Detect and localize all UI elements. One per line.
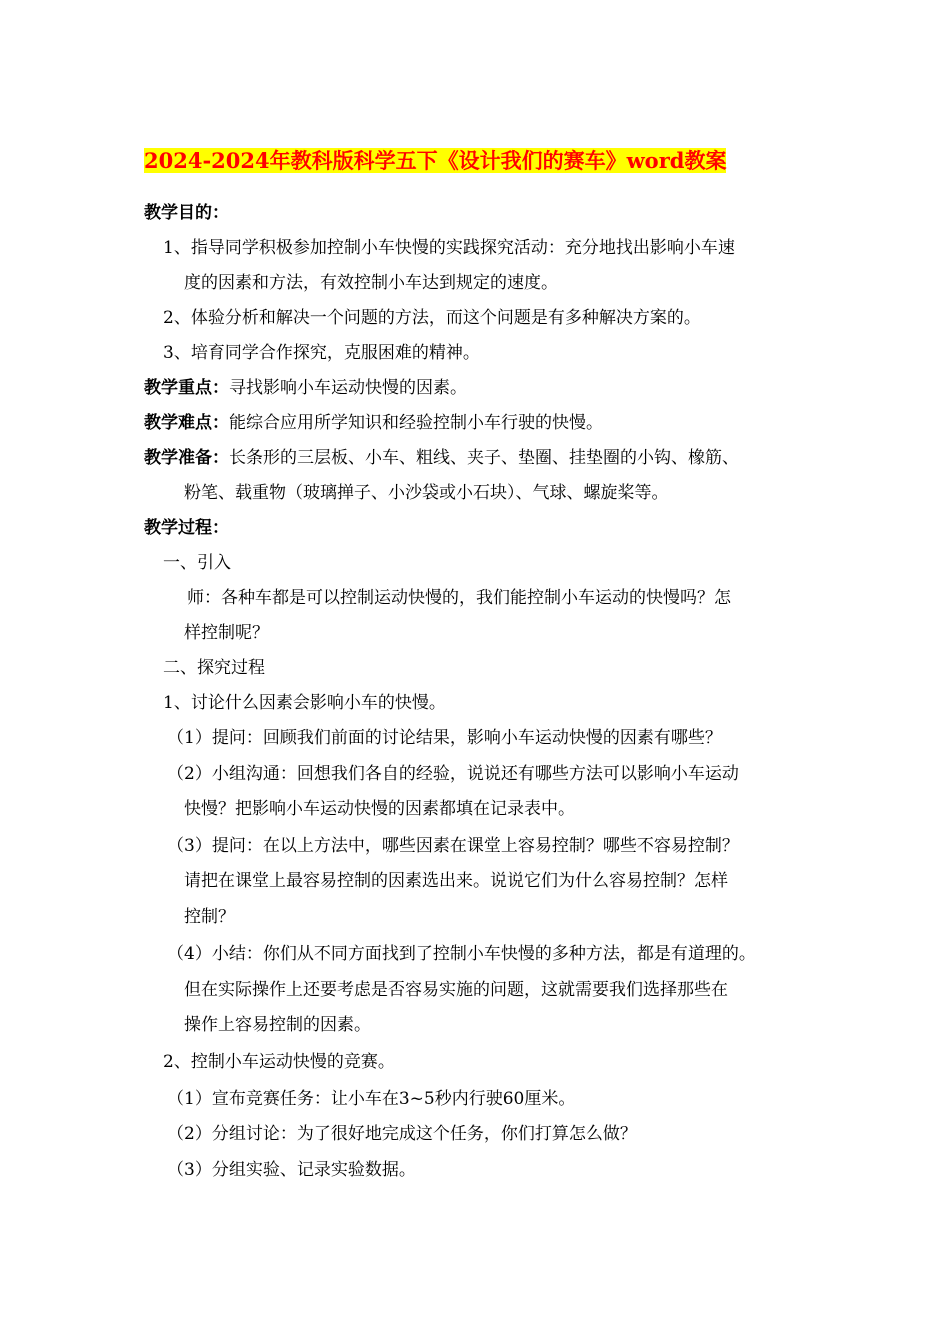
objective-item: 1、指导同学积极参加控制小车快慢的实践探究活动：充分地找出影响小车速: [163, 238, 735, 258]
difficulty: [144, 411, 603, 435]
objective-item: 2、体验分析和解决一个问题的方法，而这个问题是有多种解决方案的。: [163, 308, 701, 328]
preparation: [144, 446, 739, 470]
process-heading: 教学过程：: [144, 518, 229, 538]
key-point-text: 寻找影响小车运动快慢的因素。: [229, 378, 467, 398]
objective-item: 度的因素和方法，有效控制小车达到规定的速度。: [184, 273, 558, 293]
list-item: （3）分组实验、记录实验数据。: [167, 1160, 416, 1180]
list-item: 2、控制小车运动快慢的竞赛。: [163, 1052, 395, 1072]
list-item: （2）分组讨论：为了很好地完成这个任务，你们打算怎么做？: [167, 1124, 637, 1144]
list-item: （2）小组沟通：回想我们各自的经验，说说还有哪些方法可以影响小车运动: [167, 764, 739, 784]
key-point: [144, 376, 467, 400]
list-item-cont: 操作上容易控制的因素。: [184, 1015, 371, 1035]
document-title: 2024-2024年教科版科学五下《设计我们的赛车》word教案: [144, 148, 727, 173]
list-item: （4）小结：你们从不同方面找到了控制小车快慢的多种方法，都是有道理的。: [167, 944, 756, 964]
paragraph-line: 师：各种车都是可以控制运动快慢的，我们能控制小车运动的快慢吗？怎: [187, 588, 731, 608]
list-item-cont: 请把在课堂上最容易控制的因素选出来。说说它们为什么容易控制？怎样: [184, 871, 728, 891]
key-point-label: 教学重点：: [144, 378, 229, 398]
preparation-text: 长条形的三层板、小车、粗线、夹子、垫圈、挂垫圈的小钩、橡筋、: [229, 448, 739, 468]
objective-item: 3、培育同学合作探究，克服困难的精神。: [163, 343, 480, 363]
list-item: 1、讨论什么因素会影响小车的快慢。: [163, 693, 446, 713]
list-item-cont: 快慢？把影响小车运动快慢的因素都填在记录表中。: [184, 799, 575, 819]
preparation-label: 教学准备：: [144, 448, 229, 468]
section-heading: 一、引入: [163, 553, 231, 573]
list-item-cont: 但在实际操作上还要考虑是否容易实施的问题，这就需要我们选择那些在: [184, 980, 728, 1000]
difficulty-label: 教学难点：: [144, 413, 229, 433]
paragraph-line: 样控制呢？: [184, 623, 269, 643]
list-item-cont: 控制？: [184, 907, 235, 927]
list-item: （1）宣布竞赛任务：让小车在3~5秒内行驶60厘米。: [167, 1089, 576, 1109]
objectives-heading: 教学目的：: [144, 203, 229, 223]
difficulty-text: 能综合应用所学知识和经验控制小车行驶的快慢。: [229, 413, 603, 433]
list-item: （3）提问：在以上方法中，哪些因素在课堂上容易控制？哪些不容易控制？: [167, 836, 739, 856]
list-item: （1）提问：回顾我们前面的讨论结果，影响小车运动快慢的因素有哪些？: [167, 728, 722, 748]
section-heading: 二、探究过程: [163, 658, 265, 678]
preparation-text-cont: 粉笔、载重物（玻璃掸子、小沙袋或小石块）、气球、螺旋桨等。: [184, 483, 669, 503]
